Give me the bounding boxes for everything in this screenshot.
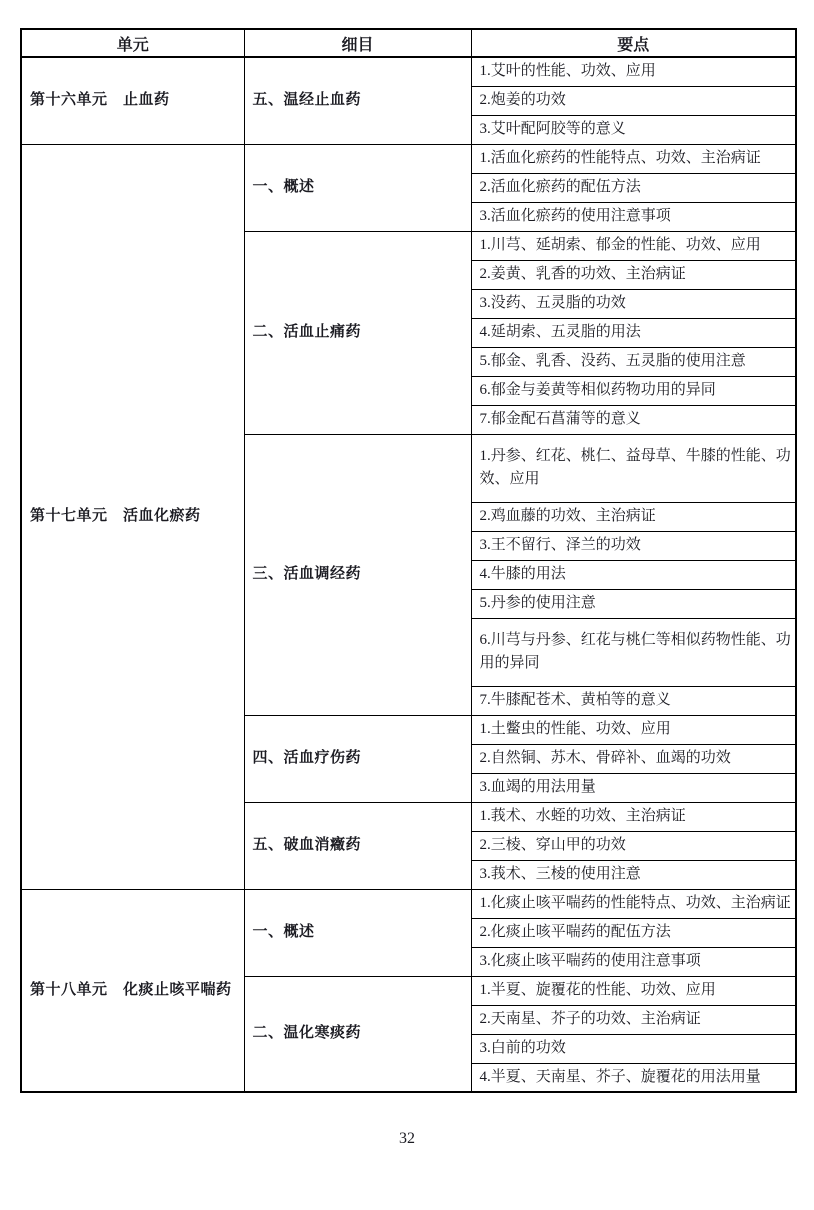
section-cell: 三、活血调经药 (244, 434, 471, 715)
point-cell: 1.半夏、旋覆花的性能、功效、应用 (471, 976, 796, 1005)
point-cell: 2.活血化瘀药的配伍方法 (471, 173, 796, 202)
point-cell: 3.白前的功效 (471, 1034, 796, 1063)
point-cell: 1.土鳖虫的性能、功效、应用 (471, 715, 796, 744)
header-subsection: 细目 (244, 29, 471, 57)
point-cell: 2.炮姜的功效 (471, 86, 796, 115)
point-cell: 1.化痰止咳平喘药的性能特点、功效、主治病证 (471, 889, 796, 918)
point-cell: 3.活血化瘀药的使用注意事项 (471, 202, 796, 231)
point-cell: 2.自然铜、苏木、骨碎补、血竭的功效 (471, 744, 796, 773)
section-cell: 一、概述 (244, 889, 471, 976)
point-cell: 4.牛膝的用法 (471, 560, 796, 589)
point-cell: 3.化痰止咳平喘药的使用注意事项 (471, 947, 796, 976)
section-cell: 二、温化寒痰药 (244, 976, 471, 1092)
point-cell: 3.没药、五灵脂的功效 (471, 289, 796, 318)
section-cell: 一、概述 (244, 144, 471, 231)
point-cell: 4.半夏、天南星、芥子、旋覆花的用法用量 (471, 1063, 796, 1092)
point-cell: 2.化痰止咳平喘药的配伍方法 (471, 918, 796, 947)
point-cell: 1.艾叶的性能、功效、应用 (471, 57, 796, 86)
point-cell: 3.莪术、三棱的使用注意 (471, 860, 796, 889)
point-cell: 2.天南星、芥子的功效、主治病证 (471, 1005, 796, 1034)
point-cell: 5.郁金、乳香、没药、五灵脂的使用注意 (471, 347, 796, 376)
syllabus-table (20, 28, 797, 1093)
table-row (21, 889, 796, 918)
point-cell: 1.丹参、红花、桃仁、益母草、牛膝的性能、功效、应用 (471, 434, 796, 502)
section-cell: 五、破血消癥药 (244, 802, 471, 889)
table-row (21, 144, 796, 173)
point-cell: 2.鸡血藤的功效、主治病证 (471, 502, 796, 531)
point-cell: 3.血竭的用法用量 (471, 773, 796, 802)
page-number: 32 (399, 1130, 415, 1147)
point-cell: 6.川芎与丹参、红花与桃仁等相似药物性能、功用的异同 (471, 618, 796, 686)
point-cell: 5.丹参的使用注意 (471, 589, 796, 618)
header-row (21, 29, 796, 57)
point-cell: 7.牛膝配苍术、黄柏等的意义 (471, 686, 796, 715)
point-cell: 1.莪术、水蛭的功效、主治病证 (471, 802, 796, 831)
header-keypoints: 要点 (471, 29, 796, 57)
table-row (21, 57, 796, 86)
point-cell: 3.艾叶配阿胶等的意义 (471, 115, 796, 144)
point-cell: 4.延胡索、五灵脂的用法 (471, 318, 796, 347)
unit-cell: 第十八单元 化痰止咳平喘药 (21, 889, 244, 1092)
point-cell: 6.郁金与姜黄等相似药物功用的异同 (471, 376, 796, 405)
point-cell: 1.川芎、延胡索、郁金的性能、功效、应用 (471, 231, 796, 260)
point-cell: 2.姜黄、乳香的功效、主治病证 (471, 260, 796, 289)
point-cell: 2.三棱、穿山甲的功效 (471, 831, 796, 860)
header-unit: 单元 (21, 29, 244, 57)
point-cell: 7.郁金配石菖蒲等的意义 (471, 405, 796, 434)
section-cell: 四、活血疗伤药 (244, 715, 471, 802)
point-cell: 3.王不留行、泽兰的功效 (471, 531, 796, 560)
unit-cell: 第十六单元 止血药 (21, 57, 244, 144)
point-cell: 1.活血化瘀药的性能特点、功效、主治病证 (471, 144, 796, 173)
section-cell: 二、活血止痛药 (244, 231, 471, 434)
section-cell: 五、温经止血药 (244, 57, 471, 144)
unit-cell: 第十七单元 活血化瘀药 (21, 144, 244, 889)
